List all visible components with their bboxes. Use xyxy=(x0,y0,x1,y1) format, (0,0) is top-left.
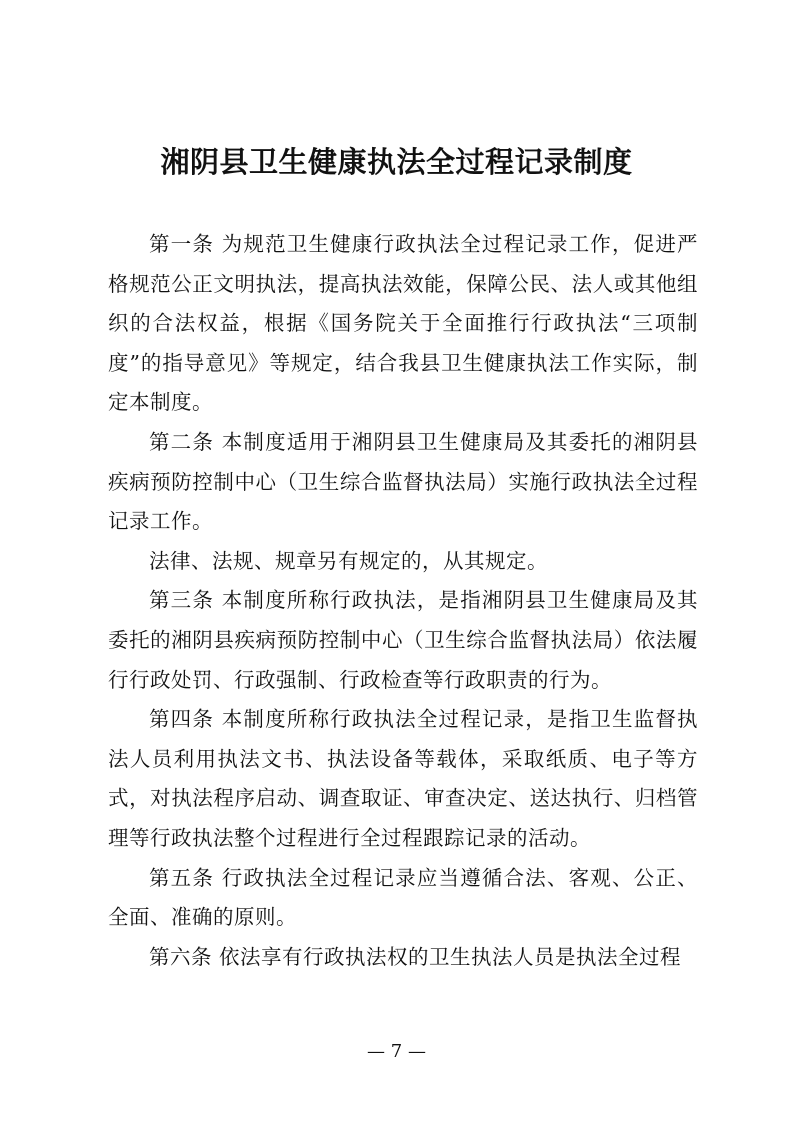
article-3-paragraph: 第三条 本制度所称行政执法，是指湘阴县卫生健康局及其委托的湘阴县疾病预防控制中心（卫生综合监督执法局）依法履行行政处罚、行政强制、行政检查等行政职责的行为。 xyxy=(108,588,698,692)
article-1-paragraph: 第一条 为规范卫生健康行政执法全过程记录工作，促进严格规范公正文明执法，提高执法效能，保障公民、法人或其他组织的合法权益，根据《国务院关于全面推行行政执法“三项制度”的指导意见》等规定，结合我县卫生健康执法工作实际，制定本制度。 xyxy=(108,232,698,415)
article-2-paragraph: 第二条 本制度适用于湘阴县卫生健康局及其委托的湘阴县疾病预防控制中心（卫生综合监督执法局）实施行政执法全过程记录工作。 xyxy=(108,429,698,534)
article-5-paragraph: 第五条 行政执法全过程记录应当遵循合法、客观、公正、全面、准确的原则。 xyxy=(108,865,698,930)
document-title: 湘阴县卫生健康执法全过程记录制度 xyxy=(160,145,633,179)
article-2-supplement-paragraph: 法律、法规、规章另有规定的，从其规定。 xyxy=(149,548,548,573)
article-4-paragraph: 第四条 本制度所称行政执法全过程记录，是指卫生监督执法人员利用执法文书、执法设备等载体，采取纸质、电子等方式，对执法程序启动、调查取证、审查决定、送达执行、归档管理等行政执法整个过程进行全过程跟踪记录的活动。 xyxy=(108,707,698,850)
page-number: — 7 — xyxy=(367,1041,426,1062)
document-body xyxy=(108,225,698,977)
article-6-paragraph: 第六条 依法享有行政执法权的卫生执法人员是执法全过程 xyxy=(149,944,682,969)
